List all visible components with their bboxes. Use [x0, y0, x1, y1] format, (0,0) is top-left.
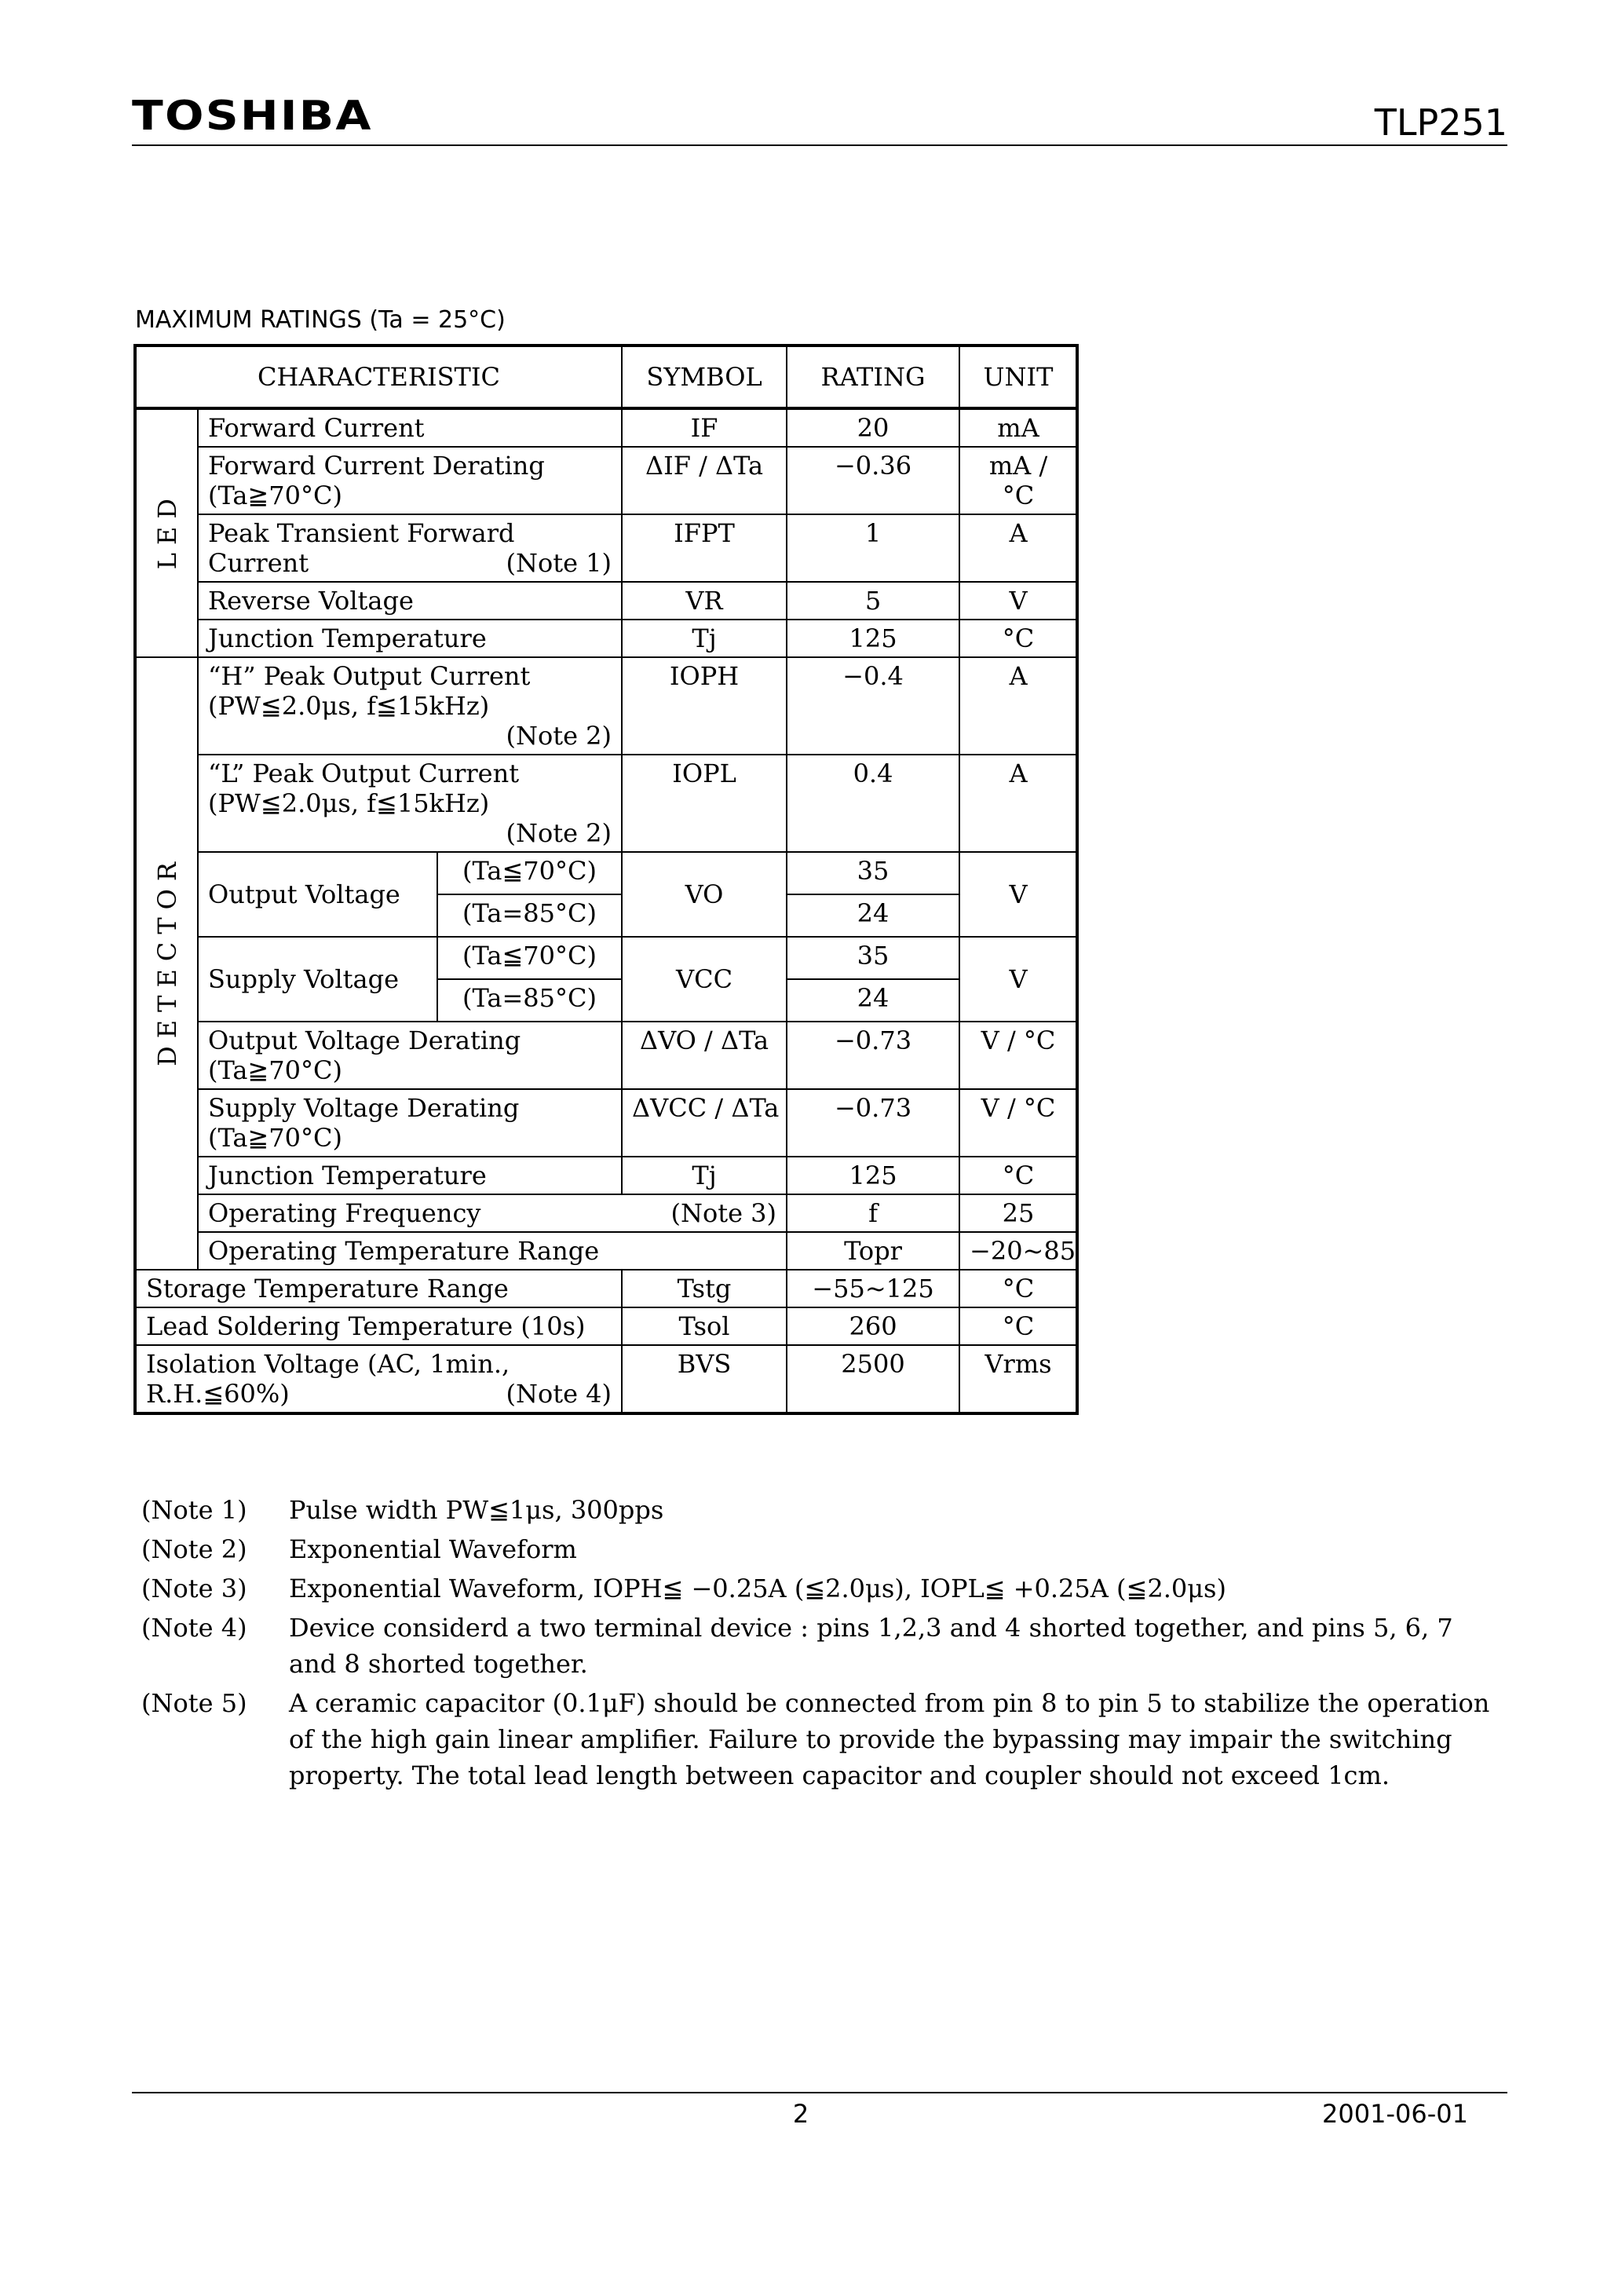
group-led [135, 408, 198, 657]
char-forward-current-derating: Forward Current Derating (Ta≧70°C) [198, 447, 622, 514]
note-1: (Note 1) Pulse width PW≦1μs, 300pps [141, 1495, 664, 1525]
group-detector [135, 657, 198, 1270]
symbol-iopl: IOPL [622, 755, 787, 852]
rating-ifpt: 1 [787, 514, 959, 582]
unit-vcc: V [959, 937, 1077, 1022]
unit-tsol: °C [959, 1307, 1077, 1345]
char-output-voltage-derating: Output Voltage Derating (Ta≧70°C) [198, 1022, 622, 1089]
char-operating-frequency: Operating Frequency (Note 3) [198, 1194, 787, 1232]
cond-supply-voltage-85: (Ta=85°C) [437, 979, 622, 1022]
table-row [135, 1232, 1077, 1270]
table-row [135, 657, 1077, 755]
rating-vo-85: 24 [787, 894, 959, 937]
table-row [135, 1157, 1077, 1194]
unit-output-derating: V / °C [959, 1022, 1077, 1089]
symbol-forward-derating: ΔIF / ΔTa [622, 447, 787, 514]
header-rule [132, 144, 1507, 146]
rating-vr: 5 [787, 582, 959, 620]
unit-tj-led: °C [959, 620, 1077, 657]
rating-tstg: −55~125 [787, 1270, 959, 1307]
rating-tj-detector: 125 [787, 1157, 959, 1194]
note-2: (Note 2) Exponential Waveform [141, 1534, 577, 1564]
note-5: (Note 5) A ceramic capacitor (0.1μF) should be connected from pin 8 to pin 5 to stabilize the operation of the high gain linear amplifier. Failure to provide the bypassing may impair the switching property. The total lead length between capacitor and coupler should not exceed 1cm. [141, 1688, 1490, 1790]
note-4: (Note 4) Device considerd a two terminal device : pins 1,2,3 and 4 shorted together, and pins 5, 6, 7 and 8 shorted together. [141, 1613, 1453, 1679]
cond-output-voltage-85: (Ta=85°C) [437, 894, 622, 937]
rating-if: 20 [787, 408, 959, 447]
table-row [135, 582, 1077, 620]
unit-if: mA [959, 408, 1077, 447]
rating-forward-derating: −0.36 [787, 447, 959, 514]
symbol-tstg: Tstg [622, 1270, 787, 1307]
char-reverse-voltage: Reverse Voltage [198, 582, 622, 620]
char-h-peak-output: “H” Peak Output Current (PW≦2.0μs, f≦15kHz) (Note 2) [198, 657, 622, 755]
table-row [135, 514, 1077, 582]
rating-ioph: −0.4 [787, 657, 959, 755]
rating-bvs: 2500 [787, 1345, 959, 1413]
part-number: TLP251 [1374, 101, 1507, 144]
symbol-output-derating: ΔVO / ΔTa [622, 1022, 787, 1089]
table-row [135, 852, 1077, 894]
rating-vo-70: 35 [787, 852, 959, 894]
rating-vcc-85: 24 [787, 979, 959, 1022]
rating-supply-derating: −0.73 [787, 1089, 959, 1157]
symbol-ioph: IOPH [622, 657, 787, 755]
symbol-topr: Topr [787, 1232, 959, 1270]
header-characteristic: CHARACTERISTIC [135, 345, 622, 408]
table-header-row [135, 345, 1077, 408]
notes-list [141, 1492, 1492, 1797]
section-title: MAXIMUM RATINGS (Ta = 25°C) [135, 306, 506, 334]
unit-tstg: °C [959, 1270, 1077, 1307]
char-peak-transient: Peak Transient Forward Current (Note 1) [198, 514, 622, 582]
symbol-tsol: Tsol [622, 1307, 787, 1345]
symbol-if: IF [622, 408, 787, 447]
char-operating-temp: Operating Temperature Range [198, 1232, 787, 1270]
table-row [135, 447, 1077, 514]
document-date: 2001-06-01 [1322, 2099, 1468, 2129]
unit-ifpt: A [959, 514, 1077, 582]
group-detector-label: DETECTOR [152, 854, 182, 1066]
symbol-vcc: VCC [622, 937, 787, 1022]
header-rating: RATING [787, 345, 959, 408]
note-3: (Note 3) Exponential Waveform, IOPH≦ −0.25A (≦2.0μs), IOPL≦ +0.25A (≦2.0μs) [141, 1574, 1226, 1603]
table-row [135, 755, 1077, 852]
header-unit: UNIT [959, 345, 1077, 408]
symbol-vr: VR [622, 582, 787, 620]
unit-bvs: Vrms [959, 1345, 1077, 1413]
char-detector-junction: Junction Temperature [198, 1157, 622, 1194]
rating-tj-led: 125 [787, 620, 959, 657]
unit-vo: V [959, 852, 1077, 937]
symbol-tj-led: Tj [622, 620, 787, 657]
unit-tj-detector: °C [959, 1157, 1077, 1194]
char-supply-voltage-derating: Supply Voltage Derating (Ta≧70°C) [198, 1089, 622, 1157]
footer-rule [132, 2092, 1507, 2093]
page-number: 2 [792, 2099, 809, 2129]
maximum-ratings-table [133, 344, 1079, 1415]
char-forward-current: Forward Current [198, 408, 622, 447]
table-row [135, 1270, 1077, 1307]
char-storage-temp: Storage Temperature Range [135, 1270, 622, 1307]
table-row [135, 620, 1077, 657]
table-row [135, 1089, 1077, 1157]
char-l-peak-output: “L” Peak Output Current (PW≦2.0μs, f≦15kHz) (Note 2) [198, 755, 622, 852]
symbol-vo: VO [622, 852, 787, 937]
symbol-tj-detector: Tj [622, 1157, 787, 1194]
table-row [135, 408, 1077, 447]
unit-supply-derating: V / °C [959, 1089, 1077, 1157]
unit-ioph: A [959, 657, 1077, 755]
char-lead-soldering: Lead Soldering Temperature (10s) [135, 1307, 622, 1345]
table-row [135, 1022, 1077, 1089]
char-isolation-voltage: Isolation Voltage (AC, 1min., R.H.≦60%) (Note 4) [135, 1345, 622, 1413]
char-output-voltage: Output Voltage [198, 852, 437, 937]
symbol-ifpt: IFPT [622, 514, 787, 582]
header-symbol: SYMBOL [622, 345, 787, 408]
symbol-bvs: BVS [622, 1345, 787, 1413]
table-row [135, 937, 1077, 979]
rating-iopl: 0.4 [787, 755, 959, 852]
table-row [135, 1345, 1077, 1413]
char-led-junction: Junction Temperature [198, 620, 622, 657]
symbol-f: f [787, 1194, 959, 1232]
cond-output-voltage-70: (Ta≦70°C) [437, 852, 622, 894]
cond-supply-voltage-70: (Ta≦70°C) [437, 937, 622, 979]
table-row [135, 1194, 1077, 1232]
brand-logo: TOSHIBA [132, 93, 373, 140]
rating-f: 25 [959, 1194, 1077, 1232]
unit-forward-derating: mA / °C [959, 447, 1077, 514]
char-supply-voltage: Supply Voltage [198, 937, 437, 1022]
rating-topr: −20~85 [959, 1232, 1077, 1270]
rating-vcc-70: 35 [787, 937, 959, 979]
group-led-label: LED [152, 490, 182, 570]
unit-vr: V [959, 582, 1077, 620]
symbol-supply-derating: ΔVCC / ΔTa [622, 1089, 787, 1157]
table-row [135, 1307, 1077, 1345]
rating-output-derating: −0.73 [787, 1022, 959, 1089]
rating-tsol: 260 [787, 1307, 959, 1345]
unit-iopl: A [959, 755, 1077, 852]
